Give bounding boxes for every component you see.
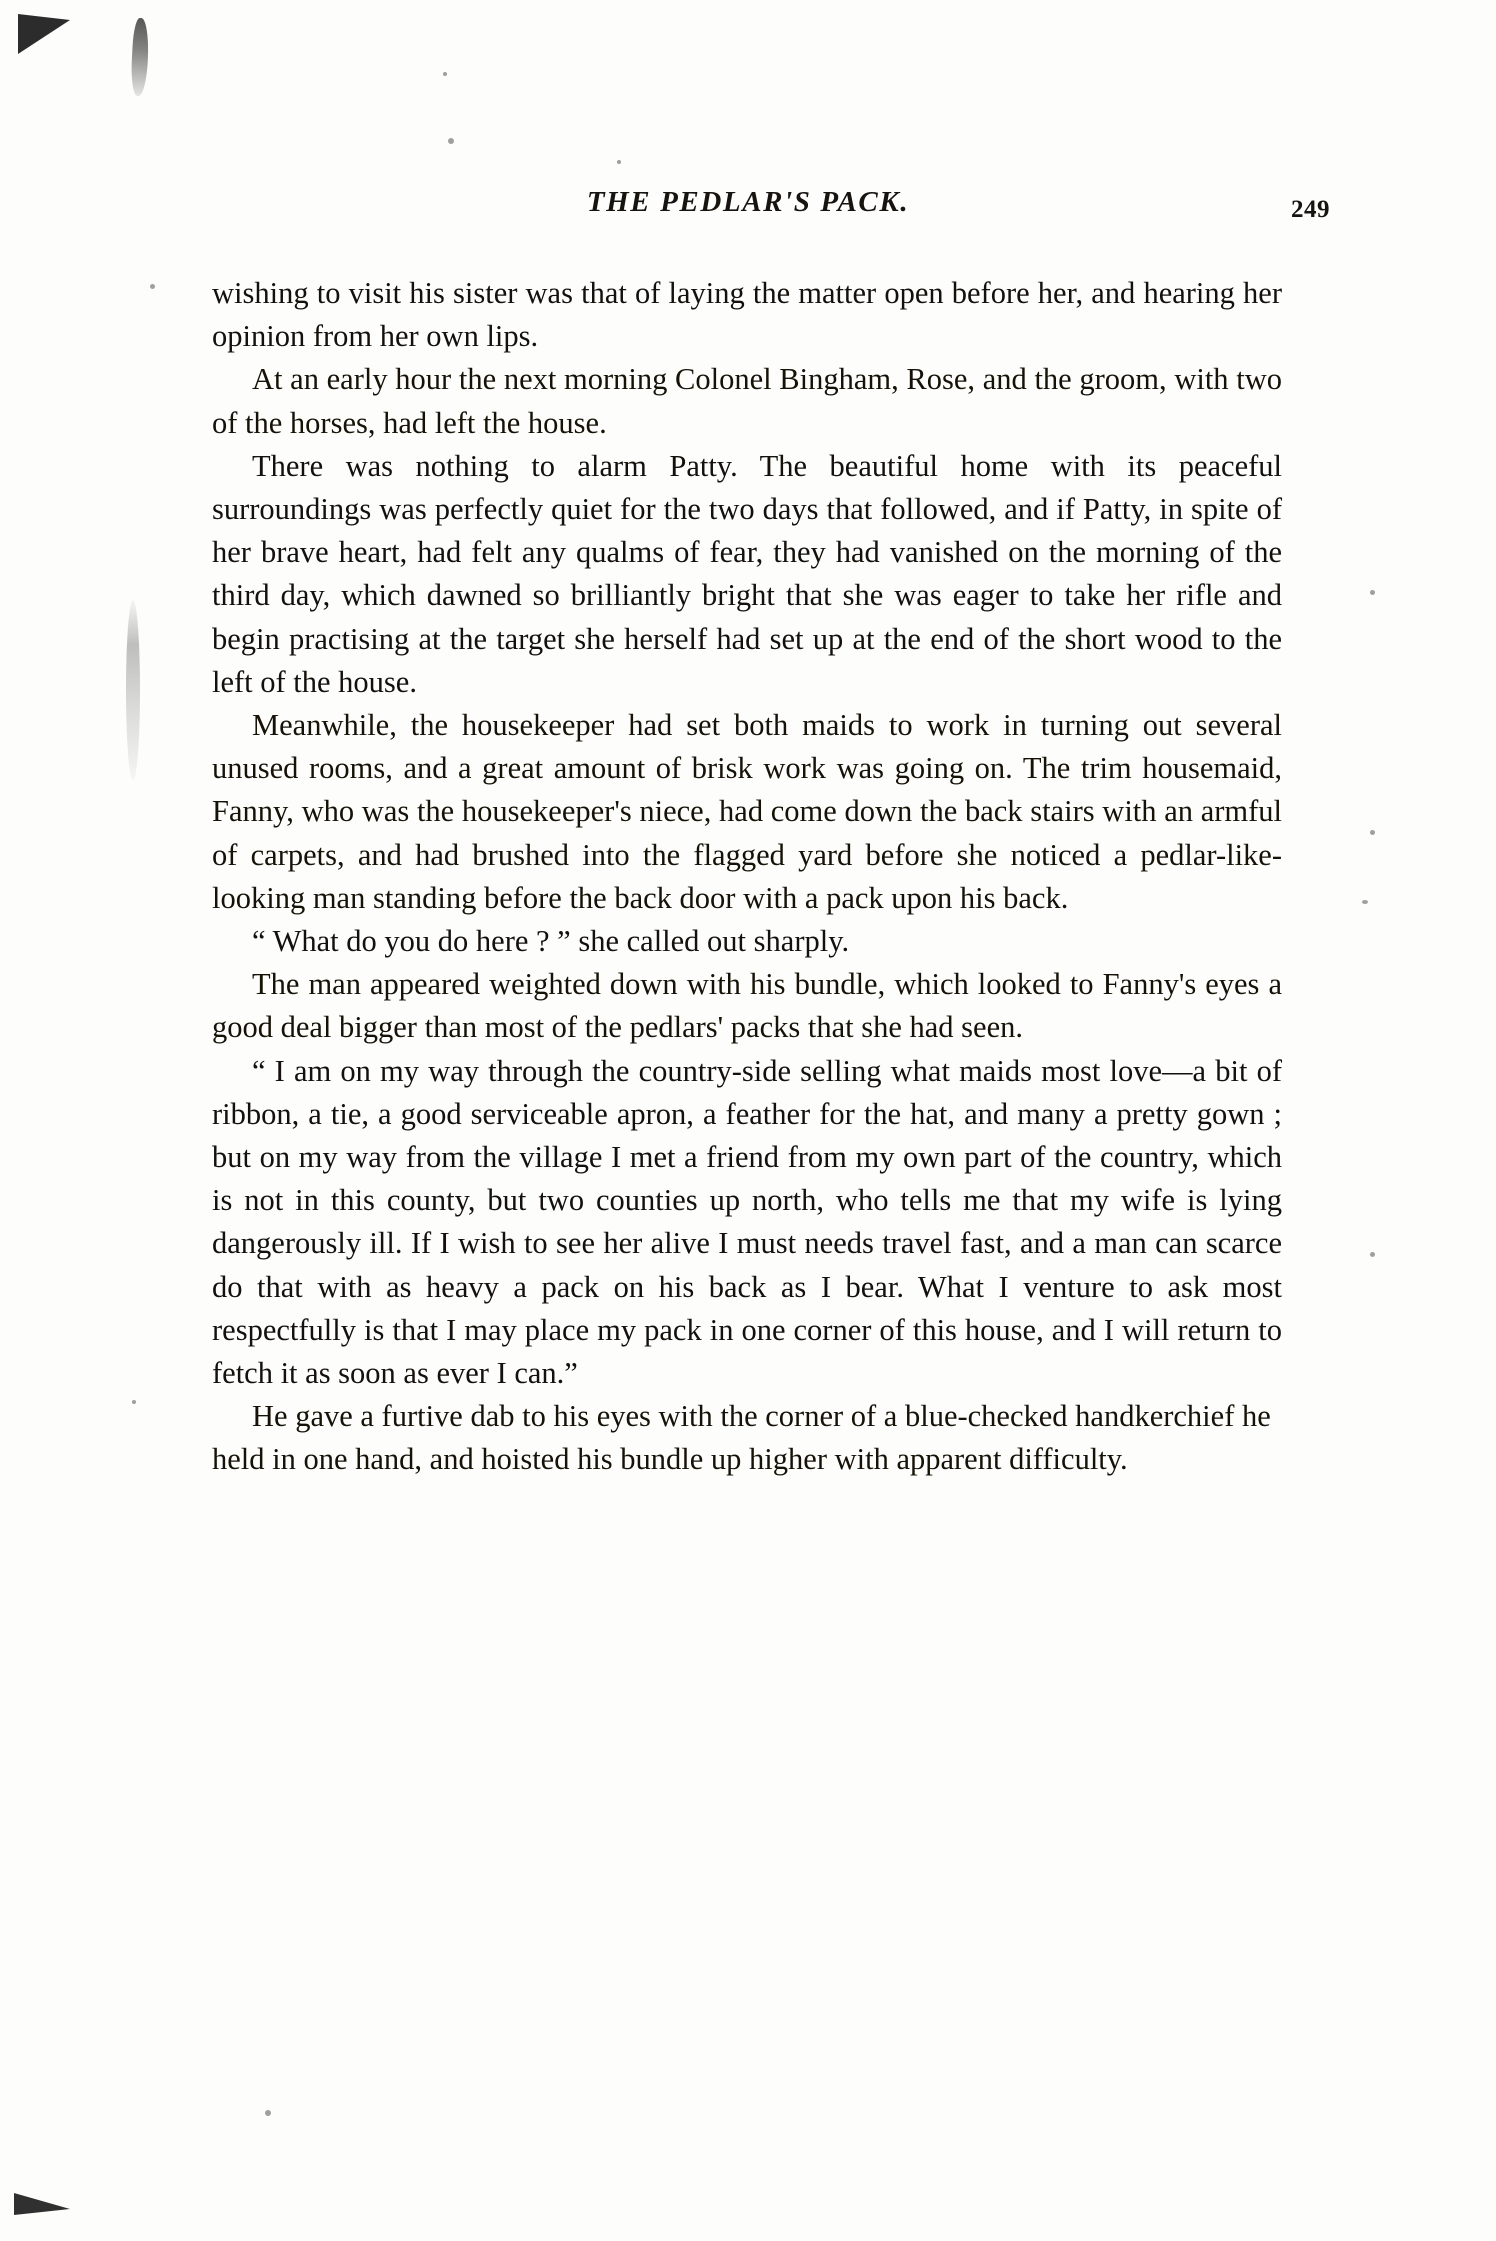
scan-artifact-top-left-wedge [18, 14, 70, 54]
scan-artifact-ink-smudge-middle [126, 600, 140, 780]
page-number: 249 [1291, 196, 1330, 223]
page-header [0, 186, 1496, 228]
paragraph: He gave a furtive dab to his eyes with the corner of a blue-checked handkerchief he held in one hand, and hoisted his bundle up higher with apparent difficulty. [212, 1399, 1271, 1477]
scan-speck [150, 284, 155, 289]
scan-speck [1370, 590, 1375, 595]
scan-speck [1370, 1252, 1375, 1257]
paragraph: “ What do you do here ? ” she called out sharply. [252, 924, 850, 959]
scan-speck [265, 2110, 271, 2116]
paragraph: wishing to visit his sister was that of laying the matter open before her, and hearing her opinion from her own lips. [212, 276, 1282, 354]
scan-artifact-bottom-left-wedge [14, 2193, 70, 2215]
scan-artifact-ink-smudge-top [130, 18, 150, 97]
paragraph: Meanwhile, the housekeeper had set both maids to work in turning out several unused rooms, and a great amount of brisk work was going on. The trim housemaid, Fanny, who was the housekeeper's niece, had come down the back stairs with an armful of carpets, and had brushed into the flagged yard before she noticed a pedlar-like-looking man standing before the back door with a pack upon his back. [212, 708, 1282, 915]
scan-speck [443, 72, 447, 76]
scan-speck [1362, 900, 1368, 904]
scan-speck [448, 138, 454, 144]
paragraph: “ I am on my way through the country-side selling what maids most love—a bit of ribbon, a tie, a good serviceable apron, a feather for the hat, and many a pretty gown ; but on my way from the village I met a friend from my own part of the country, which is not in this county, but two counties up north, who tells me that my wife is lying dangerously ill. If I wish to see her alive I must needs travel fast, and a man can scarce do that with as heavy a pack on his back as I bear. What I venture to ask most respectfully is that I may place my pack in one corner of this house, and I will return to fetch it as soon as ever I can.” [212, 1053, 1282, 1391]
paragraph: At an early hour the next morning Colonel Bingham, Rose, and the groom, with two of the horses, had left the house. [212, 362, 1282, 440]
scan-speck [1370, 830, 1375, 835]
running-head: THE PEDLAR'S PACK. [586, 186, 910, 218]
body-text [212, 272, 1282, 1482]
scan-speck [617, 160, 621, 164]
paragraph: There was nothing to alarm Patty. The beautiful home with its peaceful surroundings was perfectly quiet for the two days that followed, and if Patty, in spite of her brave heart, had felt any qualms of fear, they had vanished on the morning of the third day, which dawned so brilliantly bright that she was eager to take her rifle and begin practising at the target she herself had set up at the end of the short wood to the left of the house. [212, 448, 1282, 699]
scan-speck [132, 1400, 136, 1404]
paragraph: The man appeared weighted down with his bundle, which looked to Fanny's eyes a good deal bigger than most of the pedlars' packs that she had seen. [212, 967, 1282, 1045]
